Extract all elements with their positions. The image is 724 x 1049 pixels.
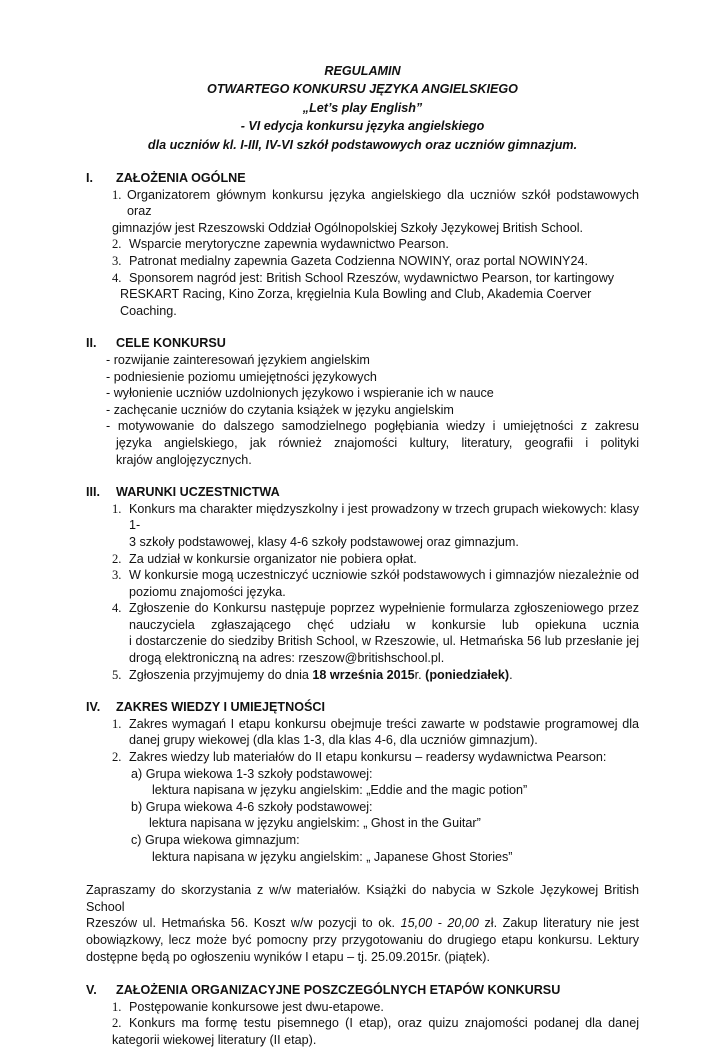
goal-3: - wyłonienie uczniów uzdolnionych językowo i wspieranie ich w nauce — [106, 386, 494, 401]
section-1-item-4: 4. Sponsorem nagród jest: British School Rzeszów, wydawnictwo Pearson, tor kartingowy — [112, 270, 615, 285]
section-5-heading: V. ZAŁOŻENIA ORGANIZACYJNE POSZCZEGÓLNYCH ETAPÓW KONKURSU — [86, 983, 561, 998]
goal-4: - zachęcanie uczniów do czytania książek w języku angielskim — [106, 402, 454, 417]
section-3-item-1-cont: 3 szkoły podstawowej, klasy 4-6 szkoły podstawowej oraz gimnazjum. — [129, 534, 519, 549]
title-line-5: dla uczniów kl. I-III, IV-VI szkół podstawowych oraz uczniów gimnazjum. — [147, 137, 578, 152]
group-a-reader: lektura napisana w języku angielskim: „Eddie and the magic potion” — [152, 783, 528, 798]
group-c-reader: lektura napisana w języku angielskim: „ Japanese Ghost Stories” — [152, 849, 513, 864]
section-1-item-2: 2. Wsparcie merytoryczne zapewnia wydawnictwo Pearson. — [112, 237, 449, 252]
price-range: 15,00 - 20,00 — [400, 916, 479, 931]
section-5-item-2: 2. Konkurs ma formę testu pisemnego (I etap), oraz quizu znajomości podanej dla danej — [112, 1016, 639, 1031]
section-1-item-3: 3. Patronat medialny zapewnia Gazeta Codzienna NOWINY, oraz portal NOWINY24. — [112, 254, 588, 268]
section-2-heading: II. CELE KONKURSU — [86, 336, 226, 351]
section-3-item-3-cont: poziomu znajomości języka. — [129, 584, 286, 599]
section-3-heading: III. WARUNKI UCZESTNICTWA — [86, 485, 280, 500]
section-4-item-1: 1. Zakres wymagań I etapu konkursu obejmuje treści zawarte w podstawie programowej dla — [112, 716, 639, 731]
goal-1: - rozwijanie zainteresowań językiem angielskim — [106, 352, 370, 367]
section-4-item-1-cont: danej grupy wiekowej (dla klas 1-3, dla klas 4-6, dla uczniów gimnazjum). — [129, 733, 538, 748]
section-3-item-3: 3. W konkursie mogą uczestniczyć uczniowie szkół podstawowych i gimnazjów niezależnie od — [112, 568, 639, 583]
group-b-reader: lektura napisana w języku angielskim: „ Ghost in the Guitar” — [149, 816, 481, 831]
deadline-date: 18 września 2015 — [312, 667, 415, 682]
info-paragraph: Zapraszamy do skorzystania z w/w materiałów. Książki do nabycia w Szkole Językowej British School Rzeszów ul. Hetmańska 56. Koszt w/w pozycji to ok. 15,00 - 20,00 zł. Zakup literatury nie jest obowiązkowy, lecz może być pomocny przy przygotowaniu do drugiego etapu konkursu. Lektury dostępne będą po ogłoszeniu wyników I etapu – tj. 25.09.2015r. (piątek). — [86, 883, 639, 964]
section-5-item-1: 1. Postępowanie konkursowe jest dwu-etapowe. — [112, 999, 384, 1014]
document-title — [86, 62, 639, 154]
group-a: a) Grupa wiekowa 1-3 szkoły podstawowej: — [131, 766, 373, 781]
goal-5: - motywowanie do dalszego samodzielnego pogłębiania wiedzy i umiejętności z zakresu — [106, 419, 639, 434]
section-3-item-4-cont-1: nauczyciela zgłaszającego chęć udziału w konkursie lub opiekuna ucznia — [129, 617, 639, 632]
title-line-4: - VI edycja konkursu języka angielskiego — [240, 119, 485, 134]
section-1-item-1: 1. Organizatorem głównym konkursu języka angielskiego dla uczniów szkół podstawowych oraz — [112, 187, 639, 219]
goal-5-cont-2: krajów anglojęzycznych. — [116, 452, 252, 467]
section-5-item-2-cont: kategorii wiekowej literatury (II etap). — [112, 1032, 317, 1047]
section-3-item-4-cont-3: drogą elektroniczną na adres: rzeszow@britishschool.pl. — [129, 651, 445, 666]
section-1-item-1-cont: gimnazjów jest Rzeszowski Oddział Ogólnopolskiej Szkoły Językowej British School. — [112, 220, 584, 235]
section-3-item-4: 4. Zgłoszenie do Konkursu następuje poprzez wypełnienie formularza zgłoszeniowego przez — [112, 601, 639, 616]
section-3-item-1: 1. Konkurs ma charakter międzyszkolny i jest prowadzony w trzech grupach wiekowych: klasy 1- — [112, 501, 639, 533]
title-line-3: „Let’s play English” — [302, 100, 423, 115]
title-line-2: OTWARTEGO KONKURSU JĘZYKA ANGIELSKIEGO — [207, 82, 518, 97]
section-1-heading: I. ZAŁOŻENIA OGÓLNE — [86, 171, 246, 186]
section-1-item-4-cont: RESKART Racing, Kino Zorza, kręgielnia Kula Bowling and Club, Akademia Coerver Coaching. — [120, 287, 592, 318]
section-3-item-4-cont-2: i dostarczenie do siedziby British School, w Rzeszowie, ul. Hetmańska 56 lub przesłanie jej — [129, 634, 639, 649]
section-3-item-2: 2. Za udział w konkursie organizator nie pobiera opłat. — [112, 551, 417, 566]
section-3-item-5: 5. Zgłoszenia przyjmujemy do dnia 18 września 2015r. (poniedziałek). — [112, 667, 513, 682]
group-c: c) Grupa wiekowa gimnazjum: — [131, 833, 300, 847]
title-line-1: REGULAMIN — [324, 64, 401, 78]
document-page — [86, 62, 639, 1049]
section-4-item-2: 2. Zakres wiedzy lub materiałów do II etapu konkursu – readersy wydawnictwa Pearson: — [112, 750, 607, 765]
goal-5-cont-1: języka angielskiego, jak również znajomości kultury, literatury, geografii i polityki — [116, 435, 639, 450]
section-4-heading: IV. ZAKRES WIEDZY I UMIEJĘTNOŚCI — [86, 700, 325, 715]
deadline-day: (poniedziałek) — [425, 667, 510, 682]
goal-2: - podniesienie poziomu umiejętności językowych — [106, 369, 377, 384]
group-b: b) Grupa wiekowa 4-6 szkoły podstawowej: — [131, 799, 373, 814]
